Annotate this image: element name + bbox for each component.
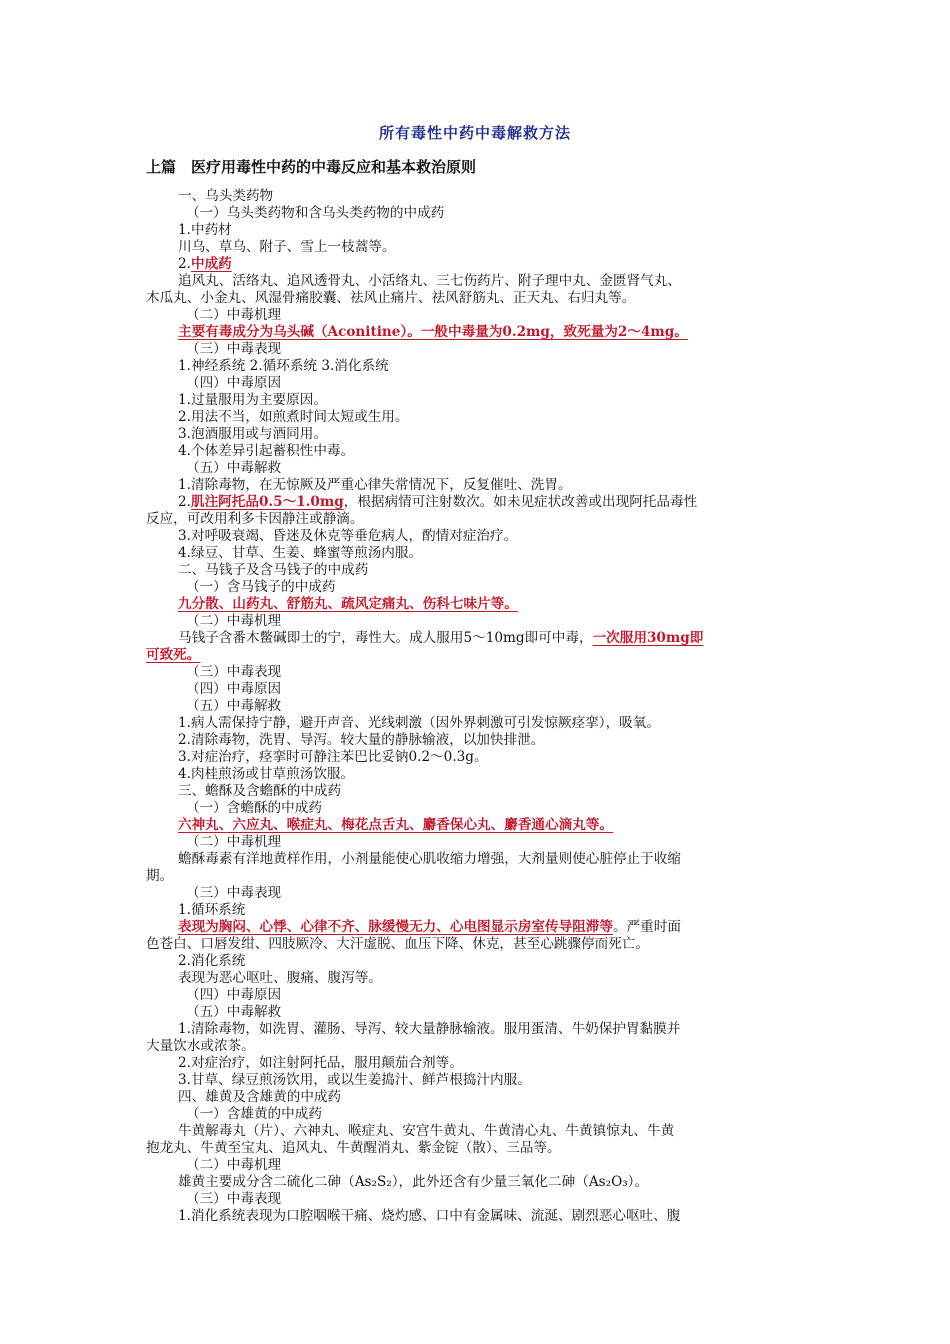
text-line: 3.对症治疗，痉挛时可静注苯巴比妥钠0.2～0.3g。 [178, 749, 488, 765]
highlight-line: 六神丸、六应丸、喉症丸、梅花点舌丸、麝香保心丸、麝香通心滴丸等。 [178, 817, 613, 833]
section-heading: 上篇 医疗用毒性中药的中毒反应和基本救治原则 [146, 158, 477, 176]
text-line: （二）中毒机理 [186, 307, 282, 323]
text-line: 3.甘草、绿豆煎汤饮用，或以生姜捣汁、鲜芦根捣汁内服。 [178, 1072, 531, 1088]
highlight-line: 可致死。 [146, 647, 201, 663]
text-line: （一）乌头类药物和含乌头类药物的中成药 [186, 205, 445, 221]
text-line: 3.对呼吸衰竭、昏迷及休克等垂危病人，酌情对症治疗。 [178, 528, 518, 544]
highlight-line: 九分散、山药丸、舒筋丸、疏风定痛丸、伤科七味片等。 [178, 596, 518, 612]
text-line: 1.清除毒物，在无惊厥及严重心律失常情况下，反复催吐、洗胃。 [178, 477, 572, 493]
text-line: 4.肉桂煎汤或甘草煎汤饮服。 [178, 766, 355, 782]
text-run: 2. [178, 256, 191, 272]
text-line: （四）中毒原因 [186, 375, 282, 391]
text-line: 川乌、草乌、附子、雪上一枝蒿等。 [178, 239, 396, 255]
text-line: 四、雄黄及含雄黄的中成药 [178, 1089, 342, 1105]
text-line: （五）中毒解救 [186, 460, 282, 476]
text-line: 三、蟾酥及含蟾酥的中成药 [178, 783, 342, 799]
text-run: ，根据病情可注射数次。如未见症状改善或出现阿托品毒性 [343, 494, 698, 510]
text-line: （二）中毒机理 [186, 834, 282, 850]
text-line: 表现为恶心呕吐、腹痛、腹泻等。 [178, 970, 382, 986]
text-line: 期。 [146, 868, 174, 884]
highlight-run: 一次服用30mg即 [592, 630, 704, 646]
text-line: 2.用法不当，如煎煮时间太短或生用。 [178, 409, 409, 425]
document-title: 所有毒性中药中毒解救方法 [378, 124, 571, 142]
text-line: （一）含蟾酥的中成药 [186, 800, 322, 816]
text-line: 反应，可改用利多卡因静注或静滴。 [146, 511, 364, 527]
text-line [178, 494, 697, 511]
text-line: 追风丸、活络丸、追风透骨丸、小活络丸、三七伤药片、附子理中丸、金匮肾气丸、 [178, 273, 681, 289]
highlight-run: 表现为胸闷、心悸、心律不齐、脉缓慢无力、心电图显示房室传导阻滞等 [178, 919, 613, 935]
text-line: 4.个体差异引起蓄积性中毒。 [178, 443, 355, 459]
text-line: （五）中毒解救 [186, 698, 282, 714]
text-line: 大量饮水或浓茶。 [146, 1038, 255, 1054]
text-line: 雄黄主要成分含二硫化二砷（As₂S₂），此外还含有少量三氧化二砷（As₂O₃）。 [178, 1174, 649, 1190]
text-line: 2.清除毒物，洗胃、导泻。较大量的静脉输液，以加快排泄。 [178, 732, 545, 748]
text-line: 一、乌头类药物 [178, 188, 274, 204]
text-line: 1.循环系统 [178, 902, 246, 918]
text-line: （四）中毒原因 [186, 681, 282, 697]
text-line: 2.对症治疗，如注射阿托品，服用颠茄合剂等。 [178, 1055, 463, 1071]
text-line: （四）中毒原因 [186, 987, 282, 1003]
highlight-run: 中成药 [190, 256, 232, 272]
text-line: （一）含马钱子的中成药 [186, 579, 336, 595]
text-line: （一）含雄黄的中成药 [186, 1106, 322, 1122]
text-run: 2. [178, 494, 191, 510]
highlight-run: 肌注阿托品0.5～1.0mg [190, 494, 344, 510]
text-run: 马钱子含番木鳖碱即士的宁，毒性大。成人服用5～10mg即可中毒， [178, 630, 593, 646]
text-line: （二）中毒机理 [186, 1157, 282, 1173]
text-line: 色苍白、口唇发绀、四肢厥冷、大汗虚脱、血压下降、休克，甚至心跳骤停而死亡。 [146, 936, 649, 952]
text-line: 1.清除毒物，如洗胃、灌肠、导泻、较大量静脉输液。服用蛋清、牛奶保护胃黏膜并 [178, 1021, 681, 1037]
text-line: 牛黄解毒丸（片）、六神丸、喉症丸、安宫牛黄丸、牛黄清心丸、牛黄镇惊丸、牛黄 [178, 1123, 675, 1139]
text-line [178, 630, 703, 647]
text-line [178, 919, 681, 936]
text-line: 1.病人需保持宁静，避开声音、光线刺激（因外界刺激可引发惊厥痉挛），吸氧。 [178, 715, 660, 731]
text-line [178, 256, 232, 273]
text-line: 抱龙丸、牛黄至宝丸、追风丸、牛黄醒消丸、紫金锭（散）、三品等。 [146, 1140, 561, 1156]
text-run: 。严重时面 [613, 919, 681, 935]
text-line: （三）中毒表现 [186, 341, 282, 357]
text-line: 蟾酥毒素有洋地黄样作用，小剂量能使心肌收缩力增强，大剂量则使心脏停止于收缩 [178, 851, 681, 867]
text-line: 木瓜丸、小金丸、风湿骨痛胶囊、祛风止痛片、祛风舒筋丸、正天丸、右归丸等。 [146, 290, 636, 306]
text-line: 4.绿豆、甘草、生姜、蜂蜜等煎汤内服。 [178, 545, 423, 561]
text-line: 1.过量服用为主要原因。 [178, 392, 327, 408]
text-line: 2.消化系统 [178, 953, 246, 969]
text-line: （三）中毒表现 [186, 1191, 282, 1207]
highlight-line: 主要有毒成分为乌头碱（Aconitine）。一般中毒量为0.2mg，致死量为2～4mg。 [178, 324, 688, 340]
text-line: 1.中药材 [178, 222, 232, 238]
text-line: （二）中毒机理 [186, 613, 282, 629]
text-line: 3.泡酒服用或与酒同用。 [178, 426, 327, 442]
text-line: 二、马钱子及含马钱子的中成药 [178, 562, 369, 578]
text-line: （五）中毒解救 [186, 1004, 282, 1020]
text-line: 1.消化系统表现为口腔咽喉干痛、烧灼感、口中有金属味、流涎、剧烈恶心呕吐、腹 [178, 1208, 681, 1224]
text-line: 1.神经系统 2.循环系统 3.消化系统 [178, 358, 389, 374]
text-line: （三）中毒表现 [186, 885, 282, 901]
text-line: （三）中毒表现 [186, 664, 282, 680]
